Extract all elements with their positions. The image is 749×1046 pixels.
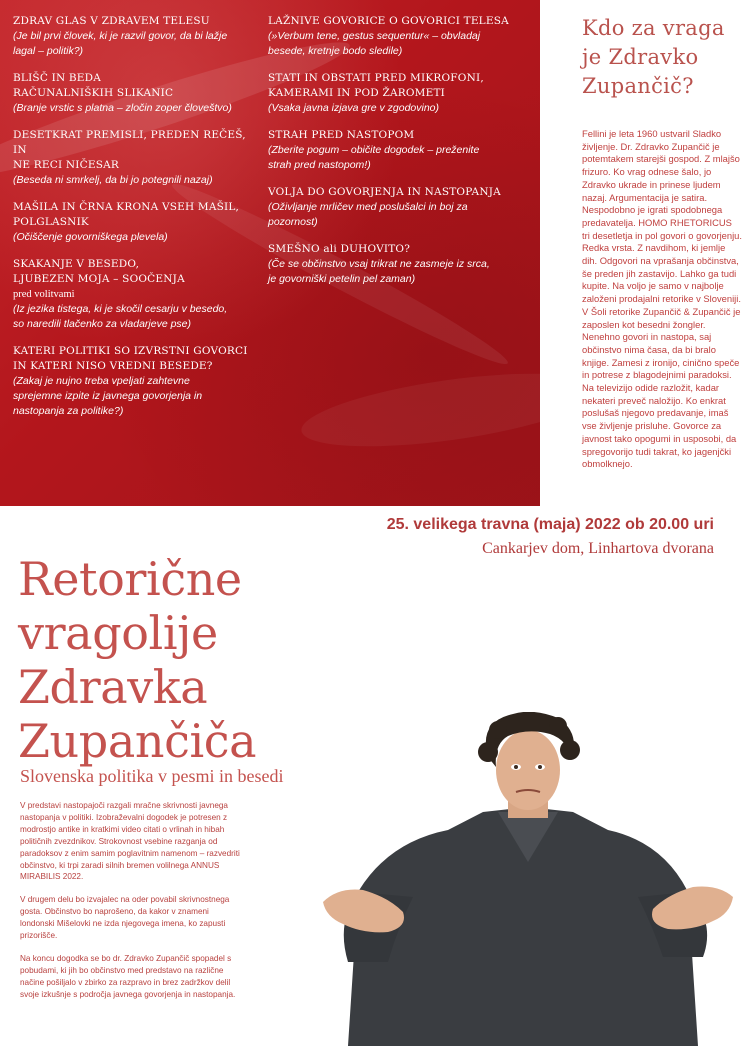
topic-title: KATERI POLITIKI SO IZVRSTNI GOVORCI IN KATERI NISO VREDNI BESEDE? [13,345,248,372]
topic-title: LAŽNIVE GOVORICE O GOVORICI TELESA [268,15,509,27]
paragraph: Na koncu dogodka se bo dr. Zdravko Zupančič spopadel s pobudami, ki jih bo občinstvo med predstavo na različne načine pošiljalo v zbirko za razpravo in brez zadržkov delil svoje izkušnje s področja javnega govorjenja in nastopanja. [20,953,236,999]
page-title [18,552,328,768]
title-line: Retorične [18,552,242,606]
topic-item [268,71,530,116]
topic-item [13,71,258,116]
topic-description: (Iz jezika tistega, ki je skočil cesarju v besedo, so naredili tlačenko za vladarjeve pse) [13,303,228,330]
face [496,730,560,810]
topic-description: (Oživljanje mrličev med poslušalci in boj za pozornost) [268,201,468,228]
topics-column-right [268,14,530,299]
topic-item [268,185,530,230]
topic-item [13,200,258,245]
topics-panel [0,0,540,506]
topic-description: (Če se občinstvo vsaj trikrat ne zasmeje iz srca, je govorniški petelin pel zaman) [268,258,490,285]
topic-title: STRAH PRED NASTOPOM [268,129,415,141]
topic-description: (Očiščenje govorniškega plevela) [13,231,168,243]
topic-description: (Zakaj je nujno treba vpeljati zahtevne sprejemne izpite iz javnega govorjenja in nastopanja za politike?) [13,375,203,417]
topic-title: VOLJA DO GOVORJENJA IN NASTOPANJA [268,186,501,198]
topic-description: (Branje vrstic s platna – zločin zoper človeštvo) [13,102,232,114]
topic-subtitle: pred volitvami [13,289,75,300]
topics-column-left [13,14,258,431]
paragraph: V predstavi nastopajoči razgali mračne skrivnosti javnega nastopanja v politiki. Izobraževalni dogodek je potresen z modrostjo antike in kratkimi video citati o vrlinah in hibah političnih zvezdnikov. Strokovnost vsebine razganja od paradoksov z enim samim poglavitnim namenom – razvedriti občinstvo, ki trpi zaradi silnih bremen volilnega ANNUS MIRABILIS 2022. [20,801,240,882]
topic-title: DESETKRAT PREMISLI, PREDEN REČEŠ, IN NE RECI NIČESAR [13,129,246,171]
topic-item [268,128,530,173]
about-text: Fellini je leta 1960 ustvaril Sladko življenje. Dr. Zdravko Zupančič je potemtakem starejši gospod. Z mlajšo frizuro. Ko vrag odnese šalo, jo Zdravko ukrade in prinese ljudem nazaj. Argumentacija je satira. Nespodobno je igrati spodobnega predavatelja. HOMO RHETORICUS tri desetletja in pol govori o govorjenju. Redka vrsta. Z navdihom, ki jemlje dih. Odgovori na vprašanja občinstva, še preden jih zastavijo. Lahko ga tudi kupite. Na voljo je samo v najbolje založeni prodajalni retorike v Sloveniji. V Šoli retorike Zupančič & Zupančič je zaposlen kot besedni žongler. Nenehno govori in nastopa, saj občinstvo nima časa, da bi bralo knjige. Zamesi z ironijo, cinično speče in potrese z blagodejnimi paradoksi. Na televizijo odide razložit, kadar nekateri preveč naložijo. Ko enkrat poslušaš njegovo predavanje, imaš vse življenje prisluhe. Govorce za javnost tako opogumi in usposobi, da spregovorijo tudi takrat, ko jagenjčki obmolknejo. [582,128,742,470]
presenter-photo [318,712,738,1046]
about-section [582,14,742,471]
topic-item [268,14,530,59]
description-text [20,800,245,1012]
topic-title: SMEŠNO ali DUHOVITO? [268,243,411,255]
topic-item [13,344,258,419]
topic-title: BLIŠČ IN BEDA RAČUNALNIŠKIH SLIKANIC [13,72,174,99]
topic-item [13,14,258,59]
topic-title: STATI IN OBSTATI PRED MIKROFONI, KAMERAMI IN POD ŽAROMETI [268,72,484,99]
event-date: 25. velikega travna (maja) 2022 ob 20.00 uri [386,516,714,533]
topic-title: ZDRAV GLAS V ZDRAVEM TELESU [13,15,210,27]
topic-description: (Beseda ni smrkelj, da bi jo potegnili nazaj) [13,174,213,186]
topic-description: (»Verbum tene, gestus sequentur« – obvladaj besede, kretnje bodo sledile) [268,30,481,57]
topic-item [13,128,258,188]
paragraph: V drugem delu bo izvajalec na oder povabil skrivnostnega gosta. Občinstvo bo naprošeno, da kakor v znameni londonski Mišelovki ne izda njegovega imena, ko zapusti prizorišče. [20,895,230,941]
title-line: vragolije [18,606,218,660]
topic-title: MAŠILA IN ČRNA KRONA VSEH MAŠIL, POLGLASNIK [13,201,240,228]
page-subtitle: Slovenska politika v pesmi in besedi [20,766,284,786]
about-heading: Kdo za vraga je Zdravko Zupančič? [582,16,725,98]
topic-description: (Je bil prvi človek, ki je razvil govor, da bi lažje lagal – politik?) [13,30,228,57]
topic-title: SKAKANJE V BESEDO, LJUBEZEN MOJA – SOOČENJA [13,258,185,285]
event-venue: Cankarjev dom, Linhartova dvorana [482,540,714,557]
topic-item [13,257,258,332]
title-line: Zdravka [18,660,208,714]
title-line: Zupančiča [18,714,257,768]
topic-item [268,242,530,287]
topic-description: (Zberite pogum – običite dogodek – preženite strah pred nastopom!) [268,144,480,171]
topic-description: (Vsaka javna izjava gre v zgodovino) [268,102,440,114]
decorative-streak [297,359,540,460]
